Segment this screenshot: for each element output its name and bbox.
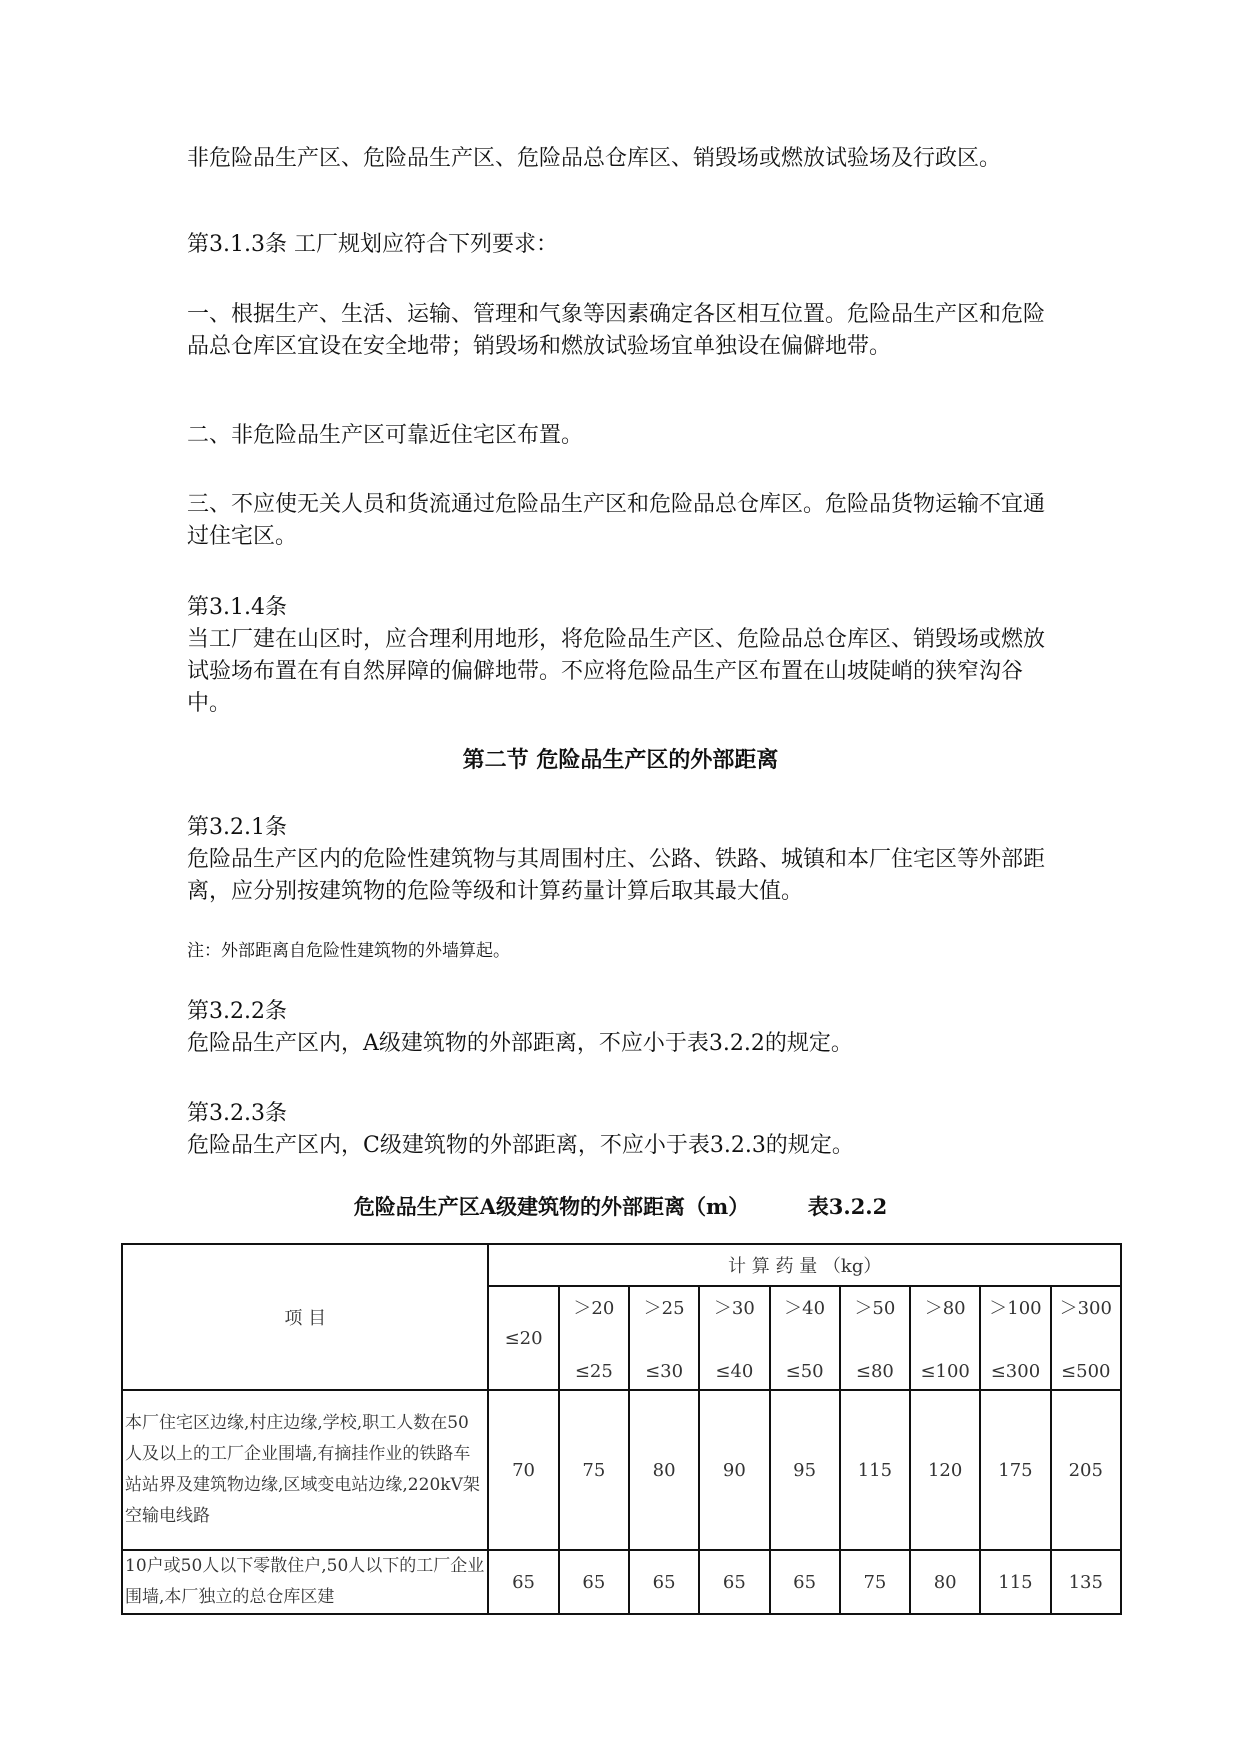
article-3-2-2-title: 第3.2.2条	[187, 999, 287, 1024]
range-lower-bound: ＞25	[643, 1298, 685, 1319]
distance-table	[121, 1243, 1122, 1615]
article-3-2-1-title: 第3.2.1条	[187, 815, 287, 840]
range-lower-bound: ＞20	[573, 1298, 615, 1319]
range-upper-bound: ≤30	[645, 1361, 684, 1382]
article-3-1-4-title: 第3.1.4条	[187, 595, 287, 620]
article-3-2-3-title: 第3.2.3条	[187, 1101, 287, 1126]
requirement-2: 二、非危险品生产区可靠近住宅区布置。	[187, 423, 584, 448]
range-header-2	[559, 1286, 629, 1390]
distance-value: 80	[910, 1550, 980, 1614]
range-lower-bound: ＞80	[924, 1298, 966, 1319]
distance-value: 120	[910, 1390, 980, 1550]
table-row	[122, 1390, 1121, 1550]
range-upper-bound: ≤50	[785, 1361, 824, 1382]
distance-value: 135	[1051, 1550, 1121, 1614]
distance-value: 95	[770, 1390, 840, 1550]
range-upper-bound: ≤80	[855, 1361, 894, 1382]
article-3-2-1-body: 危险品生产区内的危险性建筑物与其周围村庄、公路、铁路、城镇和本厂住宅区等外部距离，应分别按建筑物的危险等级和计算药量计算后取其最大值。	[187, 847, 1046, 904]
range-upper-bound: ≤300	[990, 1361, 1041, 1382]
item-header: 项 目	[122, 1244, 488, 1390]
range-lower-bound: ＞40	[784, 1298, 826, 1319]
quantity-header: 计 算 药 量 （kg）	[488, 1244, 1121, 1286]
range-header-1: ≤20	[488, 1286, 558, 1390]
range-upper-bound: ≤500	[1061, 1361, 1111, 1382]
range-header-7	[910, 1286, 980, 1390]
article-3-1-3-title: 第3.1.3条 工厂规划应符合下列要求：	[187, 232, 558, 257]
range-header-8	[980, 1286, 1050, 1390]
note: 注：外部距离自危险性建筑物的外墙算起。	[187, 941, 510, 961]
table-title: 危险品生产区A级建筑物的外部距离（m） 表3.2.2	[353, 1194, 888, 1219]
distance-value: 75	[559, 1390, 629, 1550]
range-lower-bound: ＞30	[713, 1298, 755, 1319]
distance-value: 65	[559, 1550, 629, 1614]
distance-value: 65	[699, 1550, 769, 1614]
range-header-9	[1051, 1286, 1121, 1390]
range-header-3	[629, 1286, 699, 1390]
distance-value: 175	[980, 1390, 1050, 1550]
section-heading: 第二节 危险品生产区的外部距离	[462, 747, 779, 773]
distance-value: 75	[840, 1550, 910, 1614]
paragraph-zones: 非危险品生产区、危险品生产区、危险品总仓库区、销毁场或燃放试验场及行政区。	[187, 146, 1002, 171]
distance-value: 115	[980, 1550, 1050, 1614]
distance-value: 65	[488, 1550, 558, 1614]
requirement-3: 三、不应使无关人员和货流通过危险品生产区和危险品总仓库区。危险品货物运输不宜通过住宅区。	[187, 492, 1046, 549]
range-upper-bound: ≤40	[715, 1361, 754, 1382]
distance-value: 205	[1051, 1390, 1121, 1550]
row-item-description: 10户或50人以下零散住户,50人以下的工厂企业围墙,本厂独立的总仓库区建	[122, 1550, 488, 1614]
distance-value: 90	[699, 1390, 769, 1550]
range-lower-bound: ＞100	[989, 1298, 1042, 1319]
distance-value: 115	[840, 1390, 910, 1550]
table-row	[122, 1550, 1121, 1614]
range-lower-bound: ＞300	[1059, 1298, 1112, 1319]
article-3-2-2-body: 危险品生产区内，A级建筑物的外部距离，不应小于表3.2.2的规定。	[187, 1031, 853, 1056]
requirement-1: 一、根据生产、生活、运输、管理和气象等因素确定各区相互位置。危险品生产区和危险品总仓库区宜设在安全地带；销毁场和燃放试验场宜单独设在偏僻地带。	[187, 302, 1046, 359]
article-3-1-4-body: 当工厂建在山区时，应合理利用地形，将危险品生产区、危险品总仓库区、销毁场或燃放试验场布置在有自然屏障的偏僻地带。不应将危险品生产区布置在山坡陡峭的狭窄沟谷中。	[187, 627, 1046, 716]
range-header-4	[699, 1286, 769, 1390]
distance-value: 65	[629, 1550, 699, 1614]
range-header-5	[770, 1286, 840, 1390]
range-header-6	[840, 1286, 910, 1390]
distance-value: 70	[488, 1390, 558, 1550]
distance-value: 80	[629, 1390, 699, 1550]
range-upper-bound: ≤100	[920, 1361, 970, 1382]
article-3-2-3-body: 危险品生产区内，C级建筑物的外部距离，不应小于表3.2.3的规定。	[187, 1133, 854, 1158]
range-upper-bound: ≤25	[574, 1361, 613, 1382]
row-item-description: 本厂住宅区边缘,村庄边缘,学校,职工人数在50人及以上的工厂企业围墙,有摘挂作业的铁路车站站界及建筑物边缘,区域变电站边缘,220kV架空输电线路	[122, 1390, 488, 1550]
distance-value: 65	[770, 1550, 840, 1614]
range-lower-bound: ＞50	[854, 1298, 896, 1319]
